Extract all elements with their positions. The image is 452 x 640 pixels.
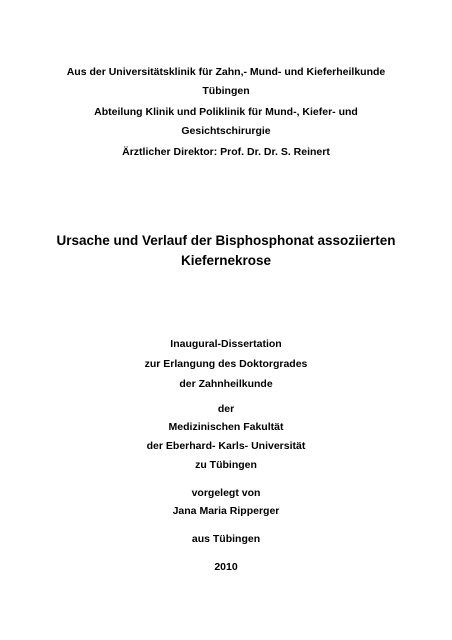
submitted-by: vorgelegt von <box>191 487 261 499</box>
clinic-name: Aus der Universitätsklinik für Zahn,- Mund- und Kieferheilkunde <box>66 66 386 78</box>
dissertation-type: Inaugural-Dissertation <box>170 338 282 350</box>
thesis-title-line-1: Ursache und Verlauf der Bisphosphonat assoziierten <box>56 233 396 248</box>
author-name: Jana Maria Ripperger <box>172 505 280 517</box>
clinic-city: Tübingen <box>202 85 250 97</box>
department-line-1: Abteilung Klinik und Poliklinik für Mund-, Kiefer- und <box>94 106 358 118</box>
university-city: zu Tübingen <box>195 459 257 471</box>
department-line-2: Gesichtschirurgie <box>181 125 271 137</box>
dissertation-purpose: zur Erlangung des Doktorgrades <box>144 358 308 370</box>
director: Ärztlicher Direktor: Prof. Dr. Dr. S. Reinert <box>122 146 330 158</box>
faculty-article: der <box>217 403 235 415</box>
thesis-title-line-2: Kiefernekrose <box>180 253 272 268</box>
year: 2010 <box>214 561 238 573</box>
dissertation-field: der Zahnheilkunde <box>179 378 273 390</box>
faculty-name: Medizinischen Fakultät <box>168 421 284 433</box>
author-origin: aus Tübingen <box>191 533 261 545</box>
university-name: der Eberhard- Karls- Universität <box>146 440 306 452</box>
